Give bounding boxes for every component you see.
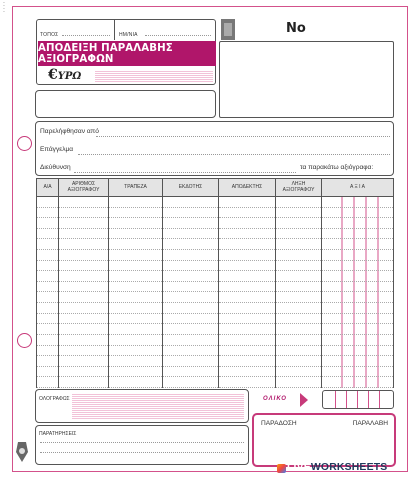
table-cell[interactable]	[219, 324, 276, 335]
table-cell[interactable]	[109, 271, 163, 282]
table-cell[interactable]	[59, 260, 109, 271]
number-label: No	[286, 21, 306, 36]
table-cell[interactable]	[276, 366, 322, 377]
table-cell[interactable]	[37, 218, 59, 229]
following-label: τα παρακάτω αξιόγραφα:	[300, 164, 374, 171]
watermark-text[interactable]: LIVEWORKSHEETS	[287, 462, 388, 473]
table-cell[interactable]	[37, 260, 59, 271]
currency-logo: €ΥΡΩ	[48, 67, 82, 83]
table-cell[interactable]	[276, 271, 322, 282]
table-cell[interactable]	[322, 281, 394, 292]
table-cell[interactable]	[163, 281, 219, 292]
table-cell[interactable]	[109, 303, 163, 314]
table-cell[interactable]	[219, 228, 276, 239]
table-cell[interactable]	[109, 377, 163, 388]
table-cell[interactable]	[59, 345, 109, 356]
received-from-field[interactable]	[96, 136, 390, 137]
table-cell[interactable]	[37, 250, 59, 261]
table-cell[interactable]	[109, 239, 163, 250]
table-cell[interactable]	[322, 292, 394, 303]
table-cell[interactable]	[219, 281, 276, 292]
table-cell[interactable]	[322, 250, 394, 261]
table-cell[interactable]	[59, 281, 109, 292]
table-row[interactable]	[37, 292, 394, 303]
table-cell[interactable]	[276, 260, 322, 271]
table-cell[interactable]	[59, 292, 109, 303]
table-cell[interactable]	[219, 260, 276, 271]
table-cell[interactable]	[163, 356, 219, 367]
table-cell[interactable]	[59, 207, 109, 218]
table-cell[interactable]	[163, 218, 219, 229]
table-cell[interactable]	[163, 239, 219, 250]
table-cell[interactable]	[163, 250, 219, 261]
remarks-label: ΠΑΡΑΤΗΡΗΣΕΙΣ	[39, 431, 77, 437]
corner-dots: : :	[3, 1, 5, 14]
address-field[interactable]	[74, 172, 296, 173]
table-cell[interactable]	[109, 250, 163, 261]
table-row[interactable]	[37, 377, 394, 388]
table-cell[interactable]	[219, 313, 276, 324]
in-words-label: ΟΛΟΓΡΑΦΩΣ	[39, 396, 70, 402]
table-cell[interactable]	[276, 281, 322, 292]
table-cell[interactable]	[37, 366, 59, 377]
table-cell[interactable]	[219, 271, 276, 282]
table-cell[interactable]	[37, 271, 59, 282]
table-cell[interactable]	[322, 356, 394, 367]
profession-label: Επάγγελμα	[40, 146, 74, 153]
table-row[interactable]	[37, 313, 394, 324]
table-row[interactable]	[37, 218, 394, 229]
table-cell[interactable]	[276, 313, 322, 324]
table-cell[interactable]	[163, 271, 219, 282]
publisher-badge-icon	[15, 441, 29, 463]
table-cell[interactable]	[59, 313, 109, 324]
table-cell[interactable]	[322, 207, 394, 218]
table-cell[interactable]	[59, 250, 109, 261]
table-cell[interactable]	[276, 377, 322, 388]
table-cell[interactable]	[109, 345, 163, 356]
table-cell[interactable]	[219, 218, 276, 229]
col-header-aa: Α/Α	[37, 179, 59, 197]
table-row[interactable]	[37, 366, 394, 377]
table-cell[interactable]	[276, 303, 322, 314]
table-cell[interactable]	[219, 239, 276, 250]
table-header-row	[37, 179, 394, 197]
table-cell[interactable]	[322, 377, 394, 388]
place-label: ΤΟΠΟΣ	[40, 32, 59, 38]
address-label: Διεύθυνση	[40, 164, 71, 171]
table-cell[interactable]	[163, 228, 219, 239]
table-row[interactable]	[37, 334, 394, 345]
table-cell[interactable]	[59, 218, 109, 229]
col-header-recipient: ΑΠΟΔΕΚΤΗΣ	[219, 179, 276, 197]
table-cell[interactable]	[37, 345, 59, 356]
receipt-label: ΠΑΡΑΛΑΒΗ	[352, 420, 388, 427]
table-cell[interactable]	[59, 271, 109, 282]
liveworksheets-logo-icon	[277, 464, 286, 473]
table-cell[interactable]	[37, 334, 59, 345]
table-cell[interactable]	[37, 313, 59, 324]
table-row[interactable]	[37, 303, 394, 314]
table-cell[interactable]	[322, 218, 394, 229]
table-cell[interactable]	[59, 366, 109, 377]
table-cell[interactable]	[37, 324, 59, 335]
total-label: ΟΛΙΚΟ	[263, 396, 287, 402]
table-cell[interactable]	[109, 260, 163, 271]
table-cell[interactable]	[59, 228, 109, 239]
table-cell[interactable]	[163, 292, 219, 303]
table-cell[interactable]	[219, 345, 276, 356]
table-cell[interactable]	[163, 345, 219, 356]
profession-field[interactable]	[78, 154, 390, 155]
table-cell[interactable]	[163, 303, 219, 314]
table-row[interactable]	[37, 207, 394, 218]
table-cell[interactable]	[163, 366, 219, 377]
table-cell[interactable]	[276, 239, 322, 250]
table-cell[interactable]	[219, 377, 276, 388]
table-cell[interactable]	[37, 228, 59, 239]
table-cell[interactable]	[219, 356, 276, 367]
table-cell[interactable]	[59, 334, 109, 345]
table-cell[interactable]	[163, 334, 219, 345]
number-tag-icon	[221, 19, 235, 40]
table-cell[interactable]	[219, 250, 276, 261]
date-field[interactable]	[115, 19, 216, 40]
table-cell[interactable]	[59, 303, 109, 314]
table-cell[interactable]	[322, 239, 394, 250]
table-cell[interactable]	[59, 356, 109, 367]
table-cell[interactable]	[219, 197, 276, 208]
table-cell[interactable]	[322, 334, 394, 345]
amount-field[interactable]	[95, 70, 213, 83]
table-cell[interactable]	[219, 366, 276, 377]
table-cell[interactable]	[322, 228, 394, 239]
securities-table	[36, 178, 394, 388]
col-header-bank: ΤΡΑΠΕΖΑ	[109, 179, 163, 197]
arrow-right-icon	[300, 393, 308, 407]
table-cell[interactable]	[109, 324, 163, 335]
delivery-label: ΠΑΡΑΔΟΣΗ	[261, 420, 297, 427]
table-row[interactable]	[37, 197, 394, 208]
table-cell[interactable]	[322, 345, 394, 356]
col-header-issuer: ΕΚΔΟΤΗΣ	[163, 179, 219, 197]
table-row[interactable]	[37, 356, 394, 367]
notes-box[interactable]	[35, 90, 216, 118]
table-cell[interactable]	[37, 207, 59, 218]
table-cell[interactable]	[322, 303, 394, 314]
table-cell[interactable]	[109, 218, 163, 229]
table-cell[interactable]	[276, 207, 322, 218]
stamp-area	[219, 41, 394, 118]
binder-hole-top	[17, 136, 32, 151]
table-cell[interactable]	[276, 250, 322, 261]
table-cell[interactable]	[322, 260, 394, 271]
table-cell[interactable]	[276, 334, 322, 345]
table-cell[interactable]	[109, 281, 163, 292]
table-cell[interactable]	[163, 377, 219, 388]
table-cell[interactable]	[109, 366, 163, 377]
table-cell[interactable]	[276, 197, 322, 208]
table-row[interactable]	[37, 271, 394, 282]
table-cell[interactable]	[59, 377, 109, 388]
table-cell[interactable]	[59, 324, 109, 335]
table-cell[interactable]	[276, 324, 322, 335]
table-cell[interactable]	[219, 334, 276, 345]
table-row[interactable]	[37, 324, 394, 335]
table-cell[interactable]	[37, 377, 59, 388]
received-from-label: Παρελήφθησαν από	[40, 128, 99, 135]
table-cell[interactable]	[276, 356, 322, 367]
col-header-expiry: ΛΗΞΗ ΑΞΙΟΓΡΑΦΟΥ	[276, 179, 322, 197]
table-row[interactable]	[37, 260, 394, 271]
table-row[interactable]	[37, 281, 394, 292]
table-cell[interactable]	[163, 207, 219, 218]
table-cell[interactable]	[163, 313, 219, 324]
document-title: ΑΠΟΔΕΙΞΗ ΠΑΡΑΛΑΒΗΣ ΑΞΙΟΓΡΑΦΩΝ	[38, 41, 216, 66]
table-cell[interactable]	[322, 366, 394, 377]
table-cell[interactable]	[109, 207, 163, 218]
table-row[interactable]	[37, 345, 394, 356]
table-cell[interactable]	[109, 334, 163, 345]
signature-box	[252, 413, 396, 467]
table-cell[interactable]	[219, 207, 276, 218]
table-cell[interactable]	[276, 228, 322, 239]
table-cell[interactable]	[219, 292, 276, 303]
table-cell[interactable]	[109, 197, 163, 208]
table-cell[interactable]	[322, 324, 394, 335]
date-label: ΗΜ/ΝΙΑ	[119, 32, 138, 38]
table-cell[interactable]	[109, 356, 163, 367]
table-row[interactable]	[37, 239, 394, 250]
table-cell[interactable]	[322, 197, 394, 208]
table-cell[interactable]	[163, 260, 219, 271]
col-header-number: ΑΡΙΘΜΟΣ ΑΞΙΟΓΡΑΦΟΥ	[59, 179, 109, 197]
table-cell[interactable]	[219, 303, 276, 314]
table-cell[interactable]	[37, 292, 59, 303]
table-cell[interactable]	[109, 313, 163, 324]
table-cell[interactable]	[322, 271, 394, 282]
table-cell[interactable]	[109, 292, 163, 303]
table-cell[interactable]	[322, 313, 394, 324]
table-row[interactable]	[37, 228, 394, 239]
total-field[interactable]	[322, 390, 394, 409]
table-cell[interactable]	[163, 324, 219, 335]
table-cell[interactable]	[37, 197, 59, 208]
table-cell[interactable]	[37, 356, 59, 367]
table-cell[interactable]	[59, 197, 109, 208]
table-cell[interactable]	[59, 239, 109, 250]
table-cell[interactable]	[37, 281, 59, 292]
table-cell[interactable]	[276, 292, 322, 303]
table-cell[interactable]	[163, 197, 219, 208]
place-field[interactable]	[36, 19, 115, 40]
table-cell[interactable]	[37, 239, 59, 250]
table-cell[interactable]	[276, 345, 322, 356]
col-header-value: Α Ξ Ι Α	[322, 179, 394, 197]
binder-hole-bottom	[17, 333, 32, 348]
table-row[interactable]	[37, 250, 394, 261]
table-cell[interactable]	[109, 228, 163, 239]
table-cell[interactable]	[276, 218, 322, 229]
table-cell[interactable]	[37, 303, 59, 314]
